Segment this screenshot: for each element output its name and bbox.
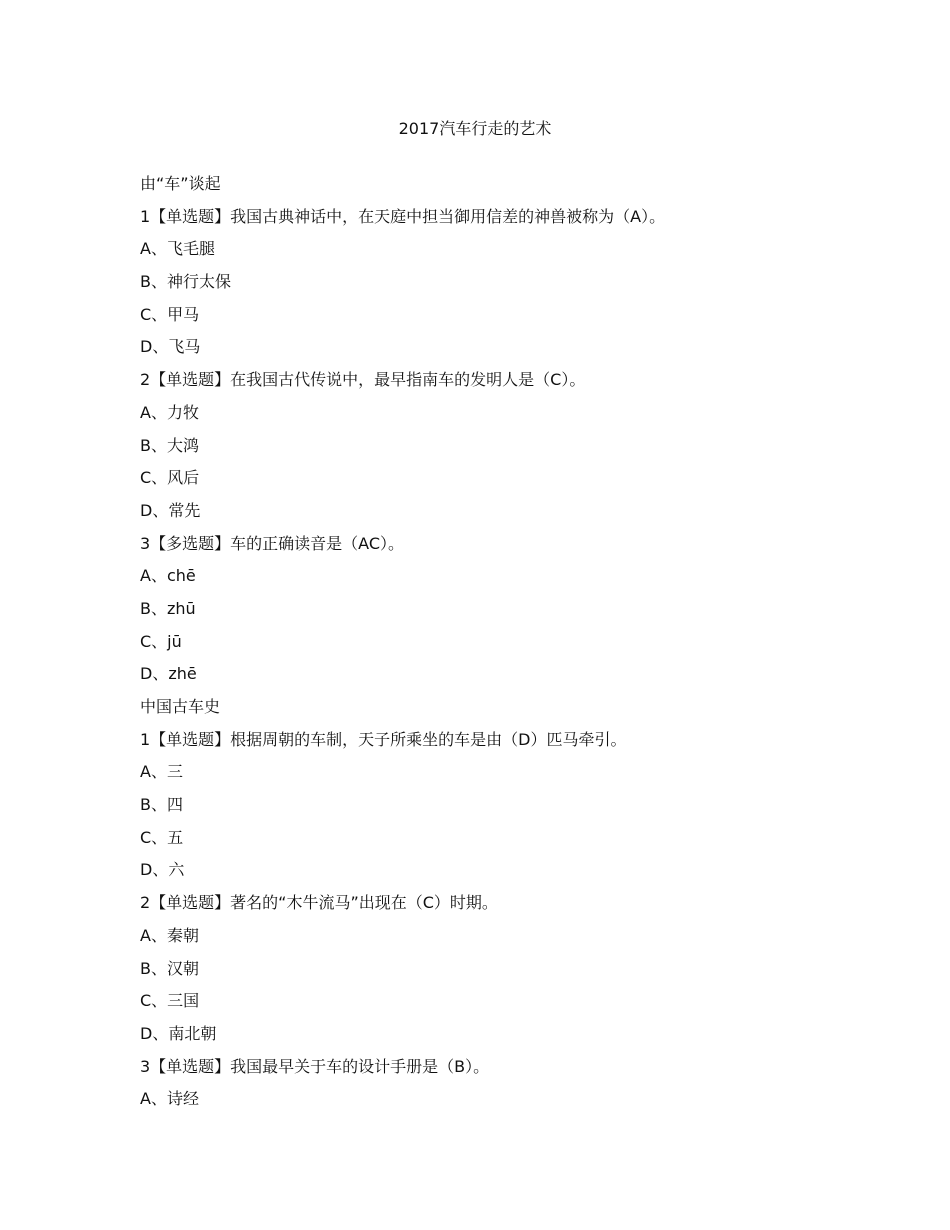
answer-option: B、汉朝: [140, 958, 199, 978]
section-heading: 由“车”谈起: [140, 174, 221, 193]
question-text: 3【多选题】车的正确读音是（AC）。: [140, 533, 405, 553]
answer-option: C、风后: [140, 468, 200, 488]
question-text: 3【单选题】我国最早关于车的设计手册是（B）。: [140, 1056, 490, 1076]
answer-option: A、力牧: [140, 402, 199, 422]
question-text: 1【单选题】根据周朝的车制，天子所乘坐的车是由（D）匹马牵引。: [140, 729, 627, 749]
answer-option: B、zhū: [140, 598, 196, 618]
answer-option: A、飞毛腿: [140, 239, 215, 259]
answer-option: C、三国: [140, 991, 200, 1011]
answer-option: A、秦朝: [140, 925, 199, 945]
answer-option: B、大鸿: [140, 435, 199, 455]
answer-option: D、zhē: [140, 664, 197, 684]
section-heading: 中国古车史: [140, 697, 221, 716]
answer-option: D、常先: [140, 500, 201, 520]
answer-option: A、三: [140, 762, 183, 782]
answer-option: C、jū: [140, 631, 182, 651]
answer-option: B、四: [140, 795, 183, 815]
answer-option: B、神行太保: [140, 272, 231, 292]
answer-option: D、六: [140, 860, 185, 880]
answer-option: A、chē: [140, 566, 196, 586]
document-content: [140, 173, 840, 1121]
question-text: 2【单选题】著名的“木牛流马”出现在（C）时期。: [140, 893, 498, 913]
answer-option: A、诗经: [140, 1089, 199, 1109]
question-text: 1【单选题】我国古典神话中，在天庭中担当御用信差的神兽被称为（A）。: [140, 206, 666, 226]
question-text: 2【单选题】在我国古代传说中，最早指南车的发明人是（C）。: [140, 370, 586, 390]
answer-option: C、甲马: [140, 304, 200, 324]
document-title: 2017汽车行走的艺术: [398, 119, 552, 138]
answer-option: D、南北朝: [140, 1023, 217, 1043]
answer-option: D、飞马: [140, 337, 201, 357]
answer-option: C、五: [140, 827, 184, 847]
